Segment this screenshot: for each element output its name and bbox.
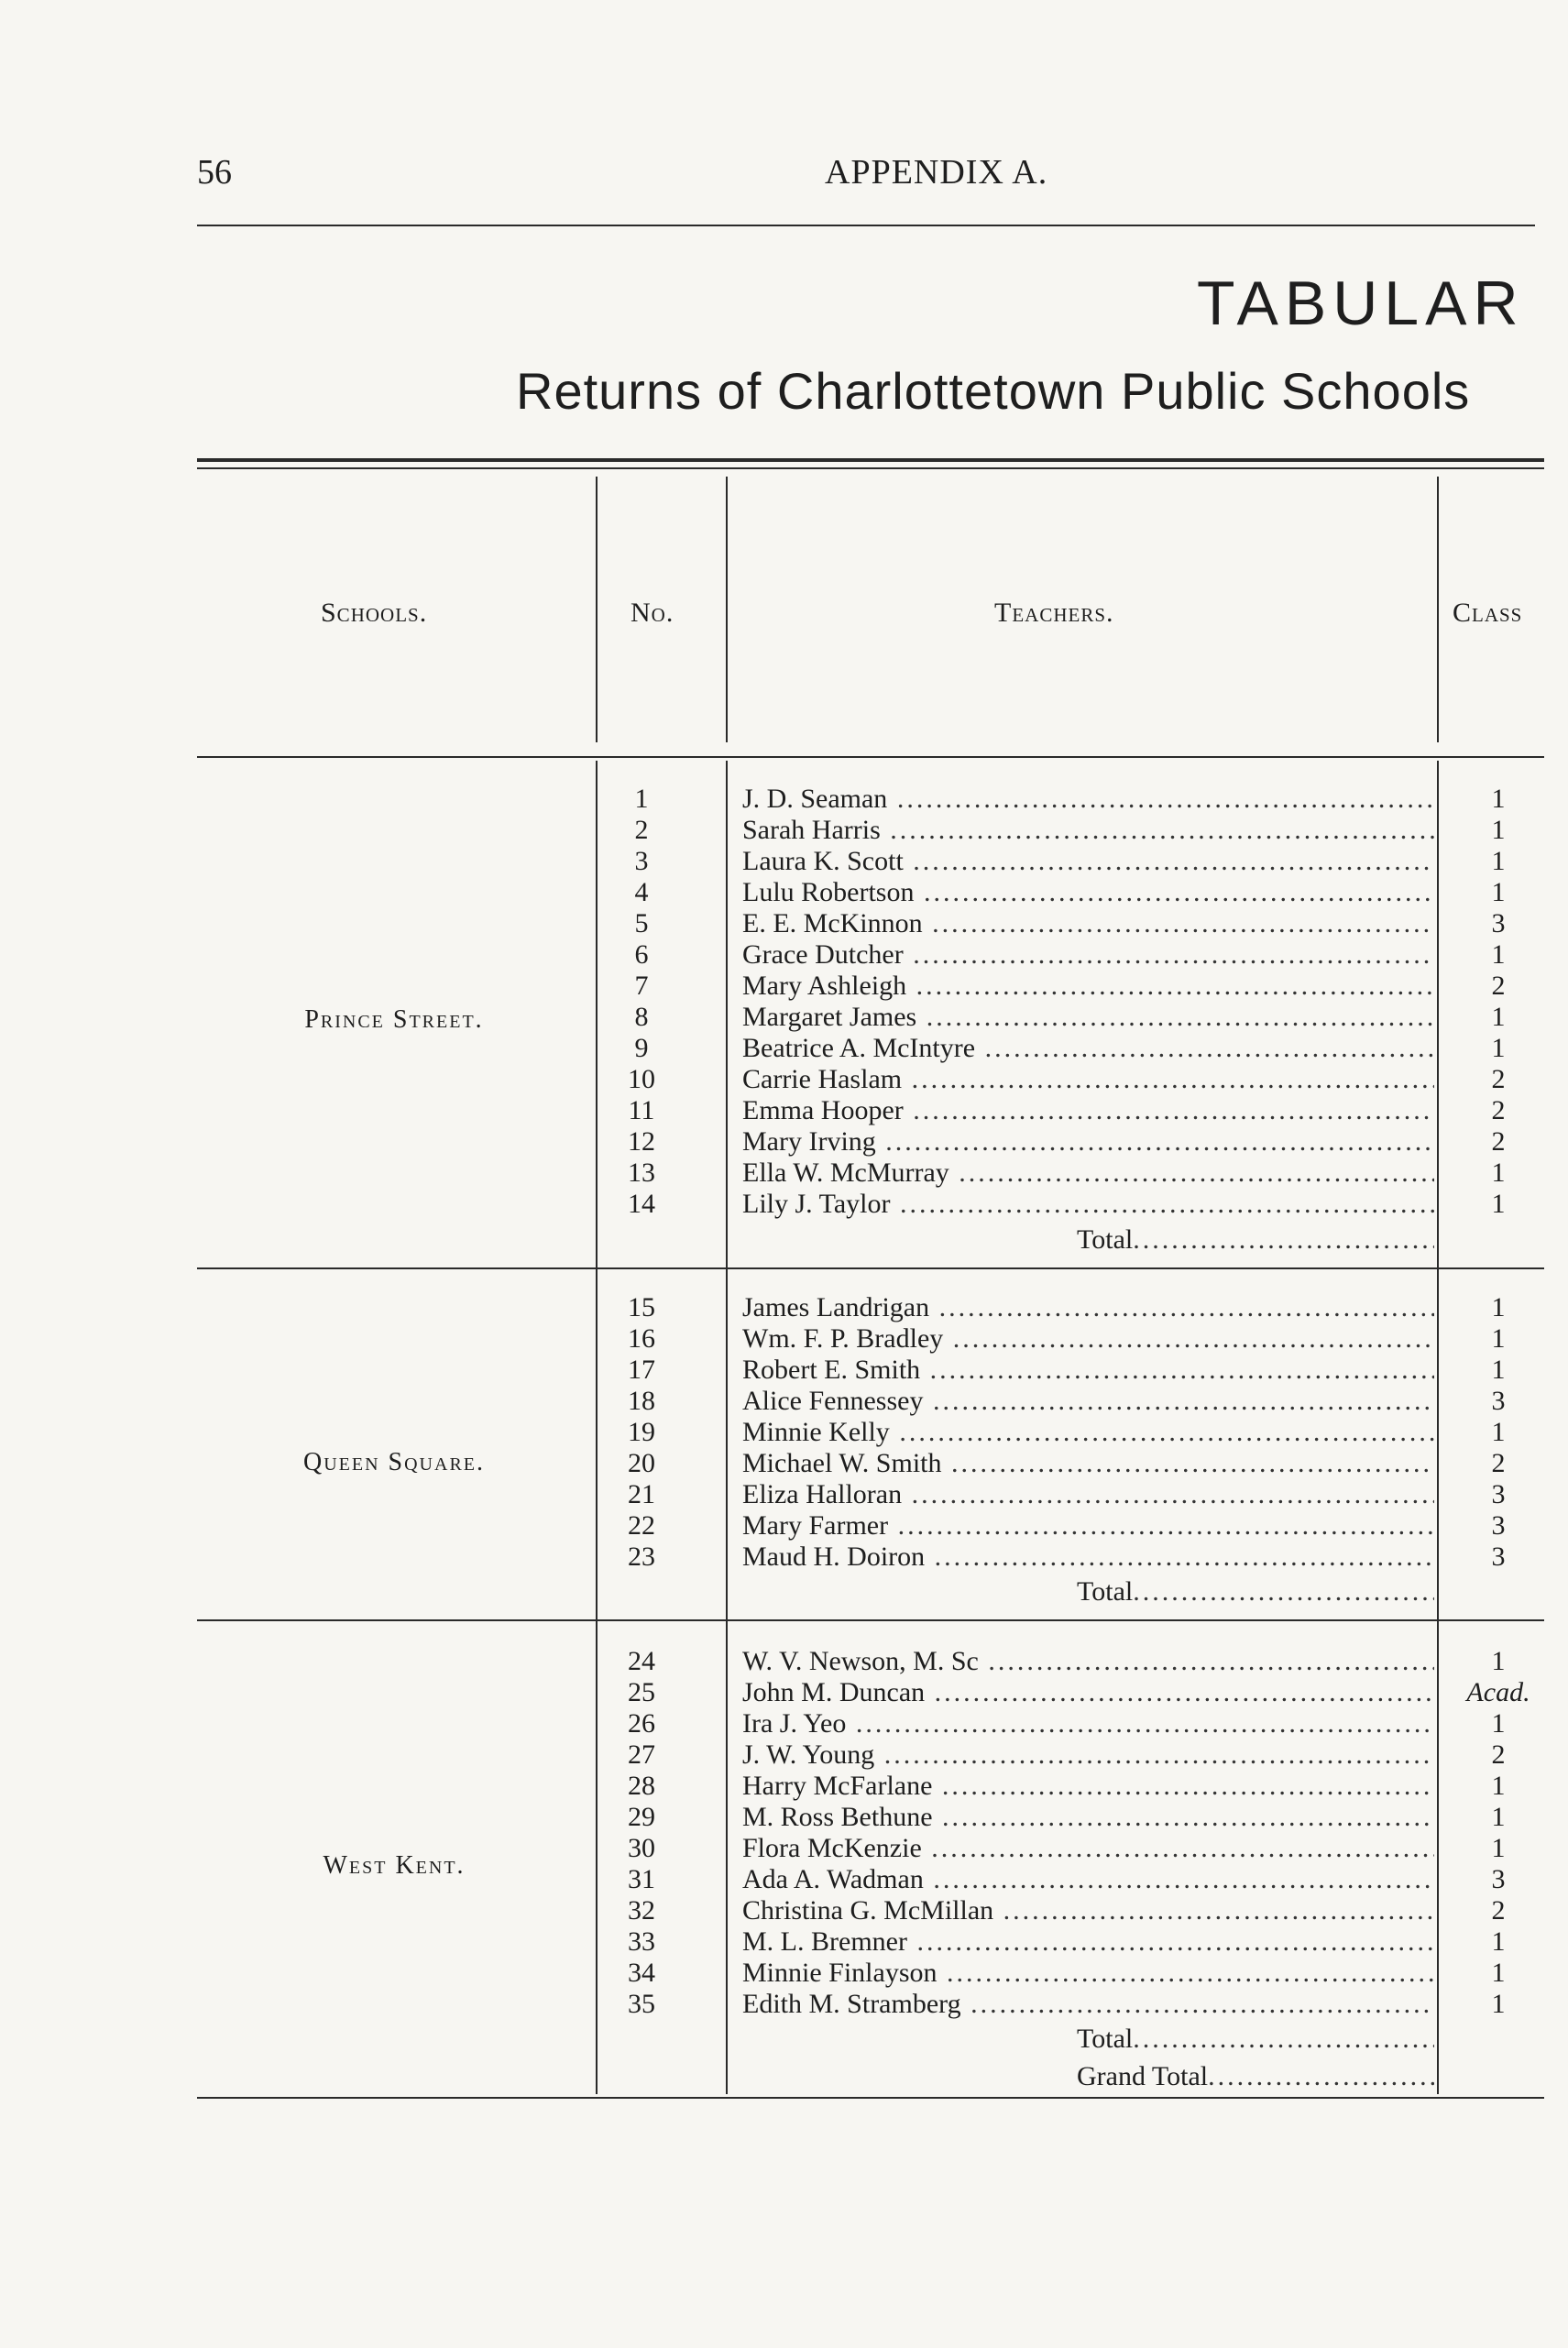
table-row (0, 1095, 1568, 1126)
teacher-name: Wm. F. P. Bradley ..... (742, 1323, 1434, 1355)
row-number: 5 (634, 908, 649, 938)
class-value: 1 (1491, 1926, 1506, 1957)
header-row-rule (197, 756, 1544, 758)
table-row (0, 1189, 1568, 1220)
row-number: 13 (628, 1158, 655, 1188)
table-row (0, 1033, 1568, 1064)
class-value: 1 (1491, 1802, 1506, 1832)
class-value: 1 (1491, 846, 1506, 876)
class-value: 2 (1491, 1126, 1506, 1157)
class-value: 3 (1491, 1386, 1506, 1416)
column-header-teachers: Teachers. (994, 598, 1114, 628)
class-value: 1 (1491, 1189, 1506, 1219)
table-row (0, 784, 1568, 815)
class-value: 1 (1491, 815, 1506, 845)
table-row (0, 1158, 1568, 1189)
table-row (0, 1895, 1568, 1926)
teacher-name: Sarah Harris ..... (742, 815, 1434, 846)
column-header-no: No. (630, 598, 674, 628)
school-name-queen-square: Queen Square. (303, 1448, 485, 1476)
class-value: 1 (1491, 877, 1506, 907)
row-number: 14 (628, 1189, 655, 1219)
class-value: 3 (1491, 1542, 1506, 1572)
teacher-name: M. L. Bremner ..... (742, 1926, 1434, 1958)
row-number: 33 (628, 1926, 655, 1957)
column-header-class: Class (1453, 598, 1523, 628)
teacher-name: Mary Ashleigh ..... (742, 971, 1434, 1002)
teacher-name: Lulu Robertson ..... (742, 877, 1434, 908)
class-value: 3 (1491, 1510, 1506, 1541)
class-value: 1 (1491, 1958, 1506, 1988)
teacher-name: Laura K. Scott ..... (742, 846, 1434, 877)
class-value: 1 (1491, 1323, 1506, 1354)
teacher-name: Carrie Haslam ..... (742, 1064, 1434, 1095)
row-number: 28 (628, 1771, 655, 1801)
class-value: 1 (1491, 1417, 1506, 1447)
teacher-name: E. E. McKinnon ..... (742, 908, 1434, 939)
teacher-name: Maud H. Doiron ..... (742, 1542, 1434, 1573)
teacher-name: Alice Fennessey ..... (742, 1386, 1434, 1417)
class-value: 1 (1491, 1771, 1506, 1801)
table-row (0, 1864, 1568, 1895)
class-value: Acad. (1466, 1677, 1530, 1707)
class-value: 1 (1491, 1292, 1506, 1322)
teacher-name: Grace Dutcher ..... (742, 939, 1434, 971)
teacher-name: W. V. Newson, M. Sc ..... (742, 1646, 1434, 1677)
table-row (0, 1479, 1568, 1510)
class-value: 1 (1491, 1989, 1506, 2019)
row-number: 34 (628, 1958, 655, 1988)
total-label: Total ..... (1077, 2024, 1434, 2055)
table-row (0, 1708, 1568, 1739)
table-row (0, 1739, 1568, 1771)
header-rule (197, 225, 1535, 226)
teacher-name: Mary Irving ..... (742, 1126, 1434, 1158)
class-value: 1 (1491, 939, 1506, 970)
row-number: 16 (628, 1323, 655, 1354)
table-row (0, 846, 1568, 877)
row-number: 20 (628, 1448, 655, 1478)
table-row (0, 1292, 1568, 1323)
class-value: 1 (1491, 1833, 1506, 1863)
total-label: Total ..... (1077, 1576, 1434, 1607)
teacher-name: J. D. Seaman ..... (742, 784, 1434, 815)
row-number: 32 (628, 1895, 655, 1926)
running-head: APPENDIX A. (825, 153, 1048, 192)
class-value: 1 (1491, 784, 1506, 814)
teacher-name: Eliza Halloran ..... (742, 1479, 1434, 1510)
teacher-name: Emma Hooper ..... (742, 1095, 1434, 1126)
class-value: 1 (1491, 1158, 1506, 1188)
table-bottom-rule (197, 2097, 1544, 2099)
class-value: 1 (1491, 1646, 1506, 1676)
table-row (0, 1958, 1568, 1989)
teacher-name: Beatrice A. McIntyre ..... (742, 1033, 1434, 1064)
row-number: 11 (628, 1095, 655, 1125)
table-row (0, 1510, 1568, 1542)
row-number: 17 (628, 1355, 655, 1385)
table-row (0, 1448, 1568, 1479)
row-number: 22 (628, 1510, 655, 1541)
teacher-name: John M. Duncan ..... (742, 1677, 1434, 1708)
table-row (0, 908, 1568, 939)
school-name-prince-street: Prince Street. (304, 1005, 484, 1034)
teacher-name: Robert E. Smith ..... (742, 1355, 1434, 1386)
row-number: 3 (634, 846, 649, 876)
row-number: 9 (634, 1033, 649, 1063)
table-row (0, 1126, 1568, 1158)
column-divider (1437, 477, 1439, 742)
row-number: 10 (628, 1064, 655, 1094)
grand-total-label: Grand Total ..... (1077, 2061, 1434, 2092)
teacher-name: Margaret James ..... (742, 1002, 1434, 1033)
teacher-name: Lily J. Taylor ..... (742, 1189, 1434, 1220)
table-subheading: Returns of Charlottetown Public Schools (516, 362, 1471, 420)
teacher-name: Harry McFarlane ..... (742, 1771, 1434, 1802)
class-value: 2 (1491, 1895, 1506, 1926)
table-row (0, 1542, 1568, 1573)
class-value: 2 (1491, 1739, 1506, 1770)
class-value: 3 (1491, 1479, 1506, 1509)
row-number: 12 (628, 1126, 655, 1157)
row-number: 25 (628, 1677, 655, 1707)
table-row (0, 939, 1568, 971)
teacher-name: Minnie Finlayson ..... (742, 1958, 1434, 1989)
table-row (0, 1064, 1568, 1095)
teacher-name: Christina G. McMillan ..... (742, 1895, 1434, 1926)
table-row (0, 1386, 1568, 1417)
page-number: 56 (197, 153, 232, 192)
teacher-name: Ira J. Yeo ..... (742, 1708, 1434, 1739)
table-heading: TABULAR (1197, 269, 1525, 338)
row-number: 2 (634, 815, 649, 845)
row-number: 6 (634, 939, 649, 970)
total-label: Total ..... (1077, 1224, 1434, 1256)
table-row (0, 1833, 1568, 1864)
row-number: 18 (628, 1386, 655, 1416)
table-row (0, 1926, 1568, 1958)
school-name-west-kent: West Kent. (323, 1851, 466, 1880)
teacher-name: Ella W. McMurray ..... (742, 1158, 1434, 1189)
row-number: 19 (628, 1417, 655, 1447)
teacher-name: Michael W. Smith ..... (742, 1448, 1434, 1479)
class-value: 2 (1491, 1095, 1506, 1125)
row-number: 1 (634, 784, 649, 814)
teacher-name: Flora McKenzie ..... (742, 1833, 1434, 1864)
column-divider (596, 477, 598, 742)
table-row (0, 1771, 1568, 1802)
class-value: 2 (1491, 1064, 1506, 1094)
table-row (0, 1417, 1568, 1448)
row-number: 31 (628, 1864, 655, 1894)
table-row (0, 971, 1568, 1002)
row-number: 15 (628, 1292, 655, 1322)
class-value: 3 (1491, 1864, 1506, 1894)
class-value: 3 (1491, 908, 1506, 938)
section-rule (197, 1619, 1544, 1621)
class-value: 2 (1491, 971, 1506, 1001)
table-row (0, 1802, 1568, 1833)
teacher-name: Ada A. Wadman ..... (742, 1864, 1434, 1895)
column-header-schools: Schools. (321, 598, 428, 628)
row-number: 24 (628, 1646, 655, 1676)
teacher-name: Edith M. Stramberg ..... (742, 1989, 1434, 2020)
table-row (0, 877, 1568, 908)
table-row (0, 1355, 1568, 1386)
row-number: 26 (628, 1708, 655, 1739)
class-value: 1 (1491, 1002, 1506, 1032)
section-rule (197, 1267, 1544, 1269)
row-number: 30 (628, 1833, 655, 1863)
class-value: 2 (1491, 1448, 1506, 1478)
teacher-name: J. W. Young ..... (742, 1739, 1434, 1771)
row-number: 35 (628, 1989, 655, 2019)
row-number: 23 (628, 1542, 655, 1572)
row-number: 8 (634, 1002, 649, 1032)
row-number: 29 (628, 1802, 655, 1832)
column-divider (726, 477, 728, 742)
teacher-name: M. Ross Bethune ..... (742, 1802, 1434, 1833)
table-row (0, 1002, 1568, 1033)
teacher-name: Minnie Kelly ..... (742, 1417, 1434, 1448)
teacher-name: Mary Farmer ..... (742, 1510, 1434, 1542)
row-number: 4 (634, 877, 649, 907)
table-row (0, 1323, 1568, 1355)
teacher-name: James Landrigan ..... (742, 1292, 1434, 1323)
class-value: 1 (1491, 1033, 1506, 1063)
table-row (0, 1677, 1568, 1708)
title-rule-bottom (197, 467, 1544, 469)
table-row (0, 1989, 1568, 2020)
row-number: 7 (634, 971, 649, 1001)
title-rule-top (197, 458, 1544, 462)
table-row (0, 815, 1568, 846)
class-value: 1 (1491, 1708, 1506, 1739)
table-row (0, 1646, 1568, 1677)
row-number: 21 (628, 1479, 655, 1509)
row-number: 27 (628, 1739, 655, 1770)
class-value: 1 (1491, 1355, 1506, 1385)
